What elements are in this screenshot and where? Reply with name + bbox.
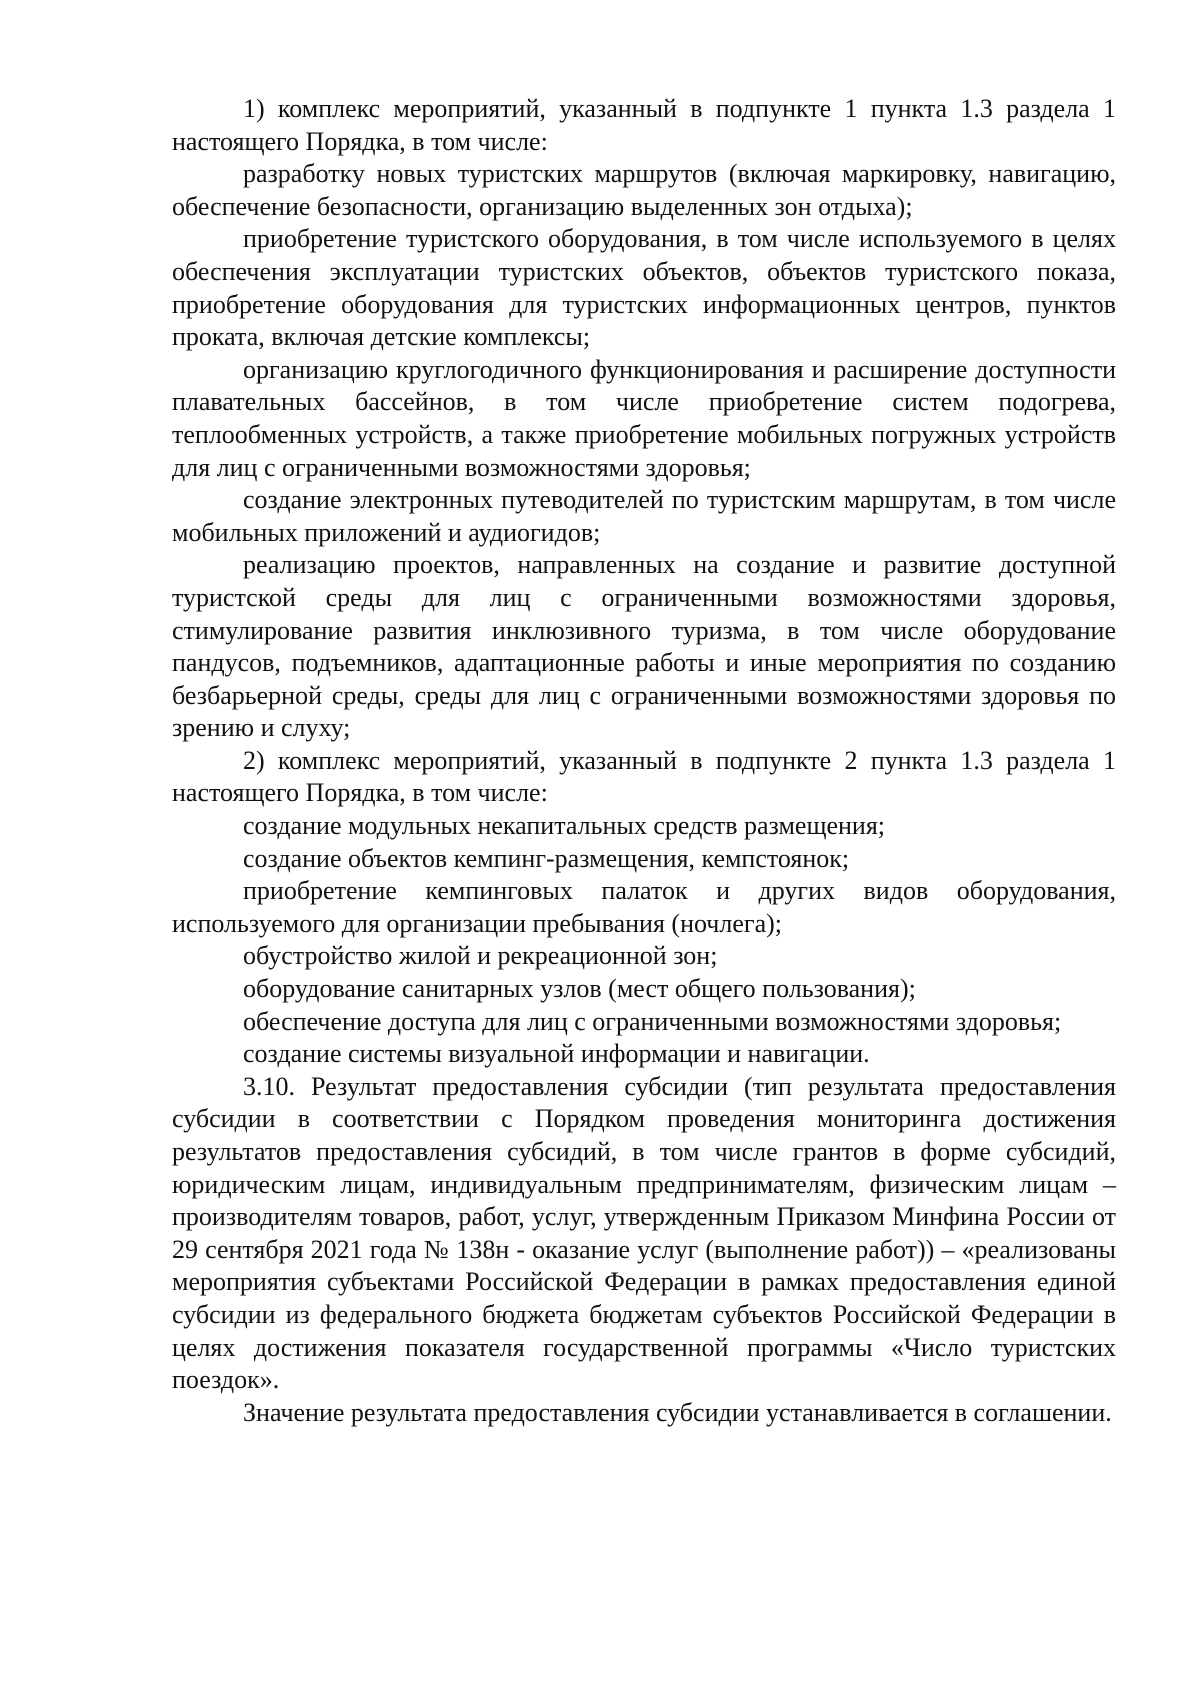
- paragraph-accessible-environment: реализацию проектов, направленных на создание и развитие доступной туристской среды для лиц с ограниченными возможностями здоровья, стимулирование развития инклюзивного туризма, в том числе оборудование пандусов, подъемников, адаптационные работы и иные мероприятия по созданию безбарьерной среды, среды для лиц с ограниченными возможностями здоровья по зрению и слуху;: [172, 550, 1116, 743]
- paragraph-visual-navigation: создание системы визуальной информации и навигации.: [243, 1039, 870, 1069]
- paragraph-item-2-complex: 2) комплекс мероприятий, указанный в подпункте 2 пункта 1.3 раздела 1 настоящего Порядка, в том числе:: [172, 745, 1116, 808]
- paragraph-e-guides: создание электронных путеводителей по туристским маршрутам, в том числе мобильных приложений и аудиогидов;: [172, 485, 1116, 547]
- document-body: [172, 93, 1116, 1429]
- paragraph-residential-zones: обустройство жилой и рекреационной зон;: [243, 941, 718, 971]
- paragraph-camping-tents: приобретение кемпинговых палаток и других видов оборудования, используемого для организации пребывания (ночлега);: [172, 876, 1116, 938]
- paragraph-disability-access: обеспечение доступа для лиц с ограниченными возможностями здоровья;: [243, 1006, 1062, 1036]
- paragraph-item-1-complex: 1) комплекс мероприятий, указанный в подпункте 1 пункта 1.3 раздела 1 настоящего Порядка, в том числе:: [172, 94, 1116, 156]
- paragraph-sanitary-units: оборудование санитарных узлов (мест общего пользования);: [243, 974, 916, 1004]
- paragraph-equipment: приобретение туристского оборудования, в том числе используемого в целях обеспечения эксплуатации туристских объектов, объектов туристского показа, приобретение оборудования для туристских информационных центров, пунктов проката, включая детские комплексы;: [172, 224, 1116, 352]
- paragraph-section-3-10-result: 3.10. Результат предоставления субсидии (тип результата предоставления субсидии в соответствии с Порядком проведения мониторинга достижения результатов предоставления субсидий, в том числе грантов в форме субсидий, юридическим лицам, индивидуальным предпринимателям, физическим лицам – производителям товаров, работ, услуг, утвержденным Приказом Минфина России от 29 сентября 2021 года № 138н - оказание услуг (выполнение работ)) – «реализованы мероприятия субъектами Российской Федерации в рамках предоставления единой субсидии из федерального бюджета бюджетам субъектов Российской Федерации в целях достижения показателя государственной программы «Число туристских поездок».: [172, 1071, 1116, 1395]
- paragraph-new-routes: разработку новых туристских маршрутов (включая маркировку, навигацию, обеспечение безопасности, организацию выделенных зон отдыха);: [172, 159, 1116, 221]
- paragraph-pools: организацию круглогодичного функционирования и расширение доступности плавательных бассейнов, в том числе приобретение систем подогрева, теплообменных устройств, а также приобретение мобильных погружных устройств для лиц с ограниченными возможностями здоровья;: [172, 354, 1116, 482]
- paragraph-result-value: Значение результата предоставления субсидии устанавливается в соглашении.: [243, 1397, 1112, 1427]
- paragraph-camping-sites: создание объектов кемпинг-размещения, кемпстоянок;: [243, 843, 850, 873]
- paragraph-modular-accommodation: создание модульных некапитальных средств размещения;: [243, 811, 886, 841]
